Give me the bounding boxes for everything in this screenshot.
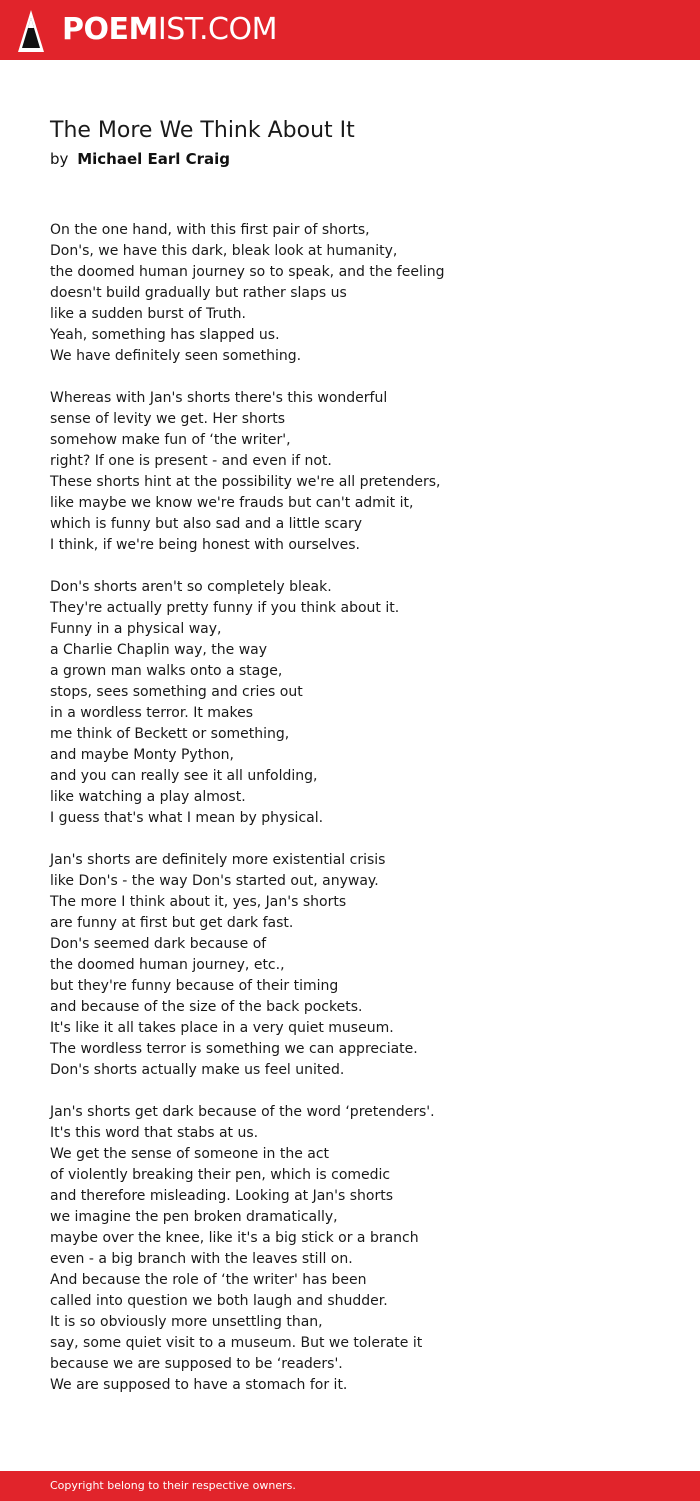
brand-bold: POEM — [62, 12, 158, 47]
brand-light: IST.COM — [157, 12, 277, 47]
poem-line: I think, if we're being honest with ourselves. — [50, 537, 360, 553]
copyright-notice: Copyright belong to their respective owners. — [50, 1479, 296, 1492]
pencil-icon — [18, 10, 44, 52]
stanza — [50, 1102, 650, 1396]
by-label: by — [50, 150, 69, 168]
poem-line: called into question we both laugh and shudder. — [50, 1293, 388, 1309]
stanza — [50, 220, 650, 367]
poem-line: say, some quiet visit to a museum. But we tolerate it — [50, 1335, 423, 1351]
site-logo-text[interactable] — [62, 12, 277, 48]
poem-line: but they're funny because of their timing — [50, 978, 339, 994]
poem-line: It's this word that stabs at us. — [50, 1125, 259, 1141]
poem-line: Yeah, something has slapped us. — [50, 327, 280, 343]
poem-line: Whereas with Jan's shorts there's this wonderful — [50, 390, 388, 406]
poem-line: even - a big branch with the leaves still on. — [50, 1251, 353, 1267]
author-name: Michael Earl Craig — [77, 150, 231, 168]
poem-line: like a sudden burst of Truth. — [50, 306, 246, 322]
poem-line: like watching a play almost. — [50, 789, 246, 805]
poem-line: We get the sense of someone in the act — [50, 1146, 330, 1162]
poem-line: The more I think about it, yes, Jan's shorts — [50, 894, 347, 910]
poem-line: Jan's shorts are definitely more existential crisis — [50, 852, 386, 868]
poem-line: a Charlie Chaplin way, the way — [50, 642, 268, 658]
poem-line: The wordless terror is something we can appreciate. — [50, 1041, 418, 1057]
poem-line: It is so obviously more unsettling than, — [50, 1314, 323, 1330]
byline — [50, 148, 230, 170]
poem-line: I guess that's what I mean by physical. — [50, 810, 324, 826]
poem-line: because we are supposed to be ‘readers'. — [50, 1356, 343, 1372]
poem-line: maybe over the knee, like it's a big stick or a branch — [50, 1230, 419, 1246]
poem-line: Don's shorts aren't so completely bleak. — [50, 579, 332, 595]
poem-line: It's like it all takes place in a very quiet museum. — [50, 1020, 394, 1036]
poem-line: the doomed human journey, etc., — [50, 957, 285, 973]
poem-line: somehow make fun of ‘the writer', — [50, 432, 291, 448]
site-footer — [0, 1471, 700, 1501]
poem-line: and because of the size of the back pockets. — [50, 999, 363, 1015]
stanza — [50, 577, 650, 829]
poem-line: sense of levity we get. Her shorts — [50, 411, 286, 427]
poem-line: We are supposed to have a stomach for it. — [50, 1377, 348, 1393]
poem-line: Don's shorts actually make us feel united. — [50, 1062, 345, 1078]
stanza — [50, 850, 650, 1081]
poem-line: and maybe Monty Python, — [50, 747, 234, 763]
poem-line: We have definitely seen something. — [50, 348, 302, 364]
poem-line: are funny at first but get dark fast. — [50, 915, 294, 931]
poem-line: stops, sees something and cries out — [50, 684, 303, 700]
poem-line: me think of Beckett or something, — [50, 726, 290, 742]
poem-line: a grown man walks onto a stage, — [50, 663, 283, 679]
poem-line: and you can really see it all unfolding, — [50, 768, 318, 784]
site-header — [0, 0, 700, 60]
poem-body — [50, 220, 650, 1417]
poem-line: and therefore misleading. Looking at Jan's shorts — [50, 1188, 394, 1204]
poem-line: which is funny but also sad and a little scary — [50, 516, 362, 532]
poem-line: like maybe we know we're frauds but can't admit it, — [50, 495, 414, 511]
poem-line: in a wordless terror. It makes — [50, 705, 253, 721]
poem-line: the doomed human journey so to speak, and the feeling — [50, 264, 445, 280]
stanza — [50, 388, 650, 556]
poem-line: we imagine the pen broken dramatically, — [50, 1209, 338, 1225]
poem-line: doesn't build gradually but rather slaps us — [50, 285, 347, 301]
poem-line: On the one hand, with this first pair of shorts, — [50, 222, 370, 238]
poem-line: Funny in a physical way, — [50, 621, 222, 637]
poem-line: of violently breaking their pen, which is comedic — [50, 1167, 391, 1183]
poem-title: The More We Think About It — [50, 118, 355, 143]
poem-line: Don's, we have this dark, bleak look at humanity, — [50, 243, 398, 259]
poem-line: like Don's - the way Don's started out, anyway. — [50, 873, 379, 889]
poem-line: They're actually pretty funny if you think about it. — [50, 600, 400, 616]
poem-line: Don's seemed dark because of — [50, 936, 267, 952]
poem-line: right? If one is present - and even if not. — [50, 453, 332, 469]
poem-line: These shorts hint at the possibility we're all pretenders, — [50, 474, 441, 490]
poem-line: Jan's shorts get dark because of the word ‘pretenders'. — [50, 1104, 435, 1120]
poem-line: And because the role of ‘the writer' has been — [50, 1272, 367, 1288]
